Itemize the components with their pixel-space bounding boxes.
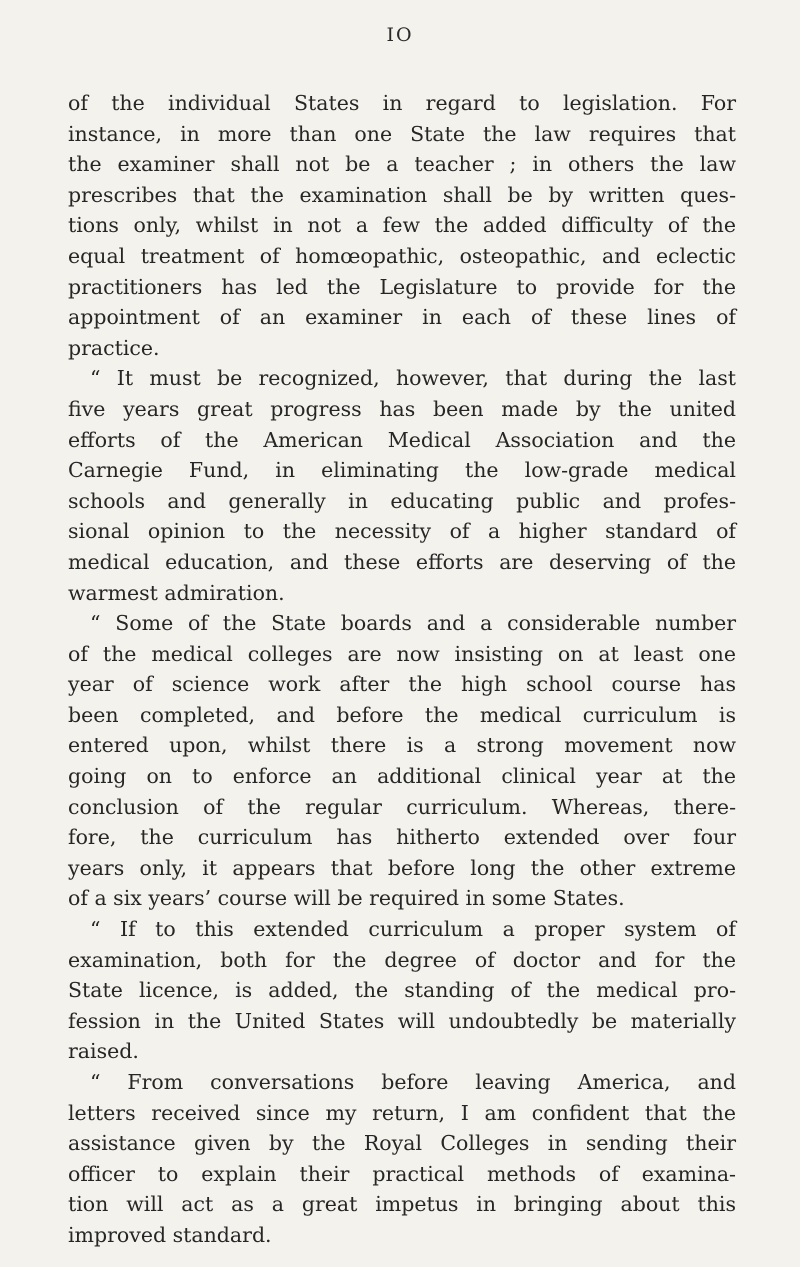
text-line: improved standard.	[68, 1222, 272, 1247]
text-line: the examiner shall not be a teacher ; in others the law	[68, 152, 736, 177]
text-line: of a six years’ course will be required in some States.	[68, 886, 625, 911]
text-line: entered upon, whilst there is a strong movement now	[68, 733, 736, 758]
text-line: letters received since my return, I am confident that the	[68, 1100, 736, 1125]
text-line: instance, in more than one State the law requires that	[68, 121, 736, 146]
text-line: years only, it appears that before long the other extreme	[68, 855, 736, 880]
paragraph	[68, 608, 736, 914]
text-line: appointment of an examiner in each of these lines of	[68, 305, 736, 330]
text-line: “ Some of the State boards and a considerable number	[90, 611, 736, 636]
text-line: fession in the United States will undoubtedly be materially	[68, 1008, 736, 1033]
text-line: prescribes that the examination shall be by written ques-	[68, 182, 736, 207]
text-line: of the individual States in regard to legislation. For	[68, 91, 736, 115]
text-line: assistance given by the Royal Colleges in sending their	[68, 1131, 736, 1156]
text-line: been completed, and before the medical curriculum is	[68, 702, 736, 727]
text-line: Carnegie Fund, in eliminating the low-grade medical	[68, 458, 736, 483]
text-line: of the medical colleges are now insisting on at least one	[68, 641, 736, 666]
paragraph	[68, 88, 736, 363]
text-line: examination, both for the degree of doctor and for the	[68, 947, 736, 972]
text-line: tion will act as a great impetus in bringing about this	[68, 1192, 736, 1217]
text-line: five years great progress has been made by the united	[68, 396, 736, 421]
text-line: efforts of the American Medical Association and the	[68, 427, 736, 452]
paragraph	[68, 914, 736, 1067]
text-line: year of science work after the high school course has	[68, 672, 736, 697]
text-line: sional opinion to the necessity of a higher standard of	[68, 519, 736, 544]
text-line: conclusion of the regular curriculum. Whereas, there-	[68, 794, 736, 819]
body-text	[68, 88, 736, 1251]
paragraph	[68, 1067, 736, 1251]
text-line: “ It must be recognized, however, that during the last	[90, 366, 736, 391]
text-line: schools and generally in educating public and profes-	[68, 488, 736, 513]
text-line: “ If to this extended curriculum a proper system of	[90, 917, 736, 942]
text-line: equal treatment of homœopathic, osteopathic, and eclectic	[68, 243, 736, 268]
text-line: practitioners has led the Legislature to provide for the	[68, 274, 736, 299]
text-line: officer to explain their practical methods of examina-	[68, 1161, 736, 1186]
text-line: “ From conversations before leaving America, and	[90, 1070, 736, 1094]
text-line: State licence, is added, the standing of the medical pro-	[68, 978, 736, 1003]
text-line: warmest admiration.	[68, 580, 285, 605]
text-line: raised.	[68, 1039, 139, 1064]
text-line: going on to enforce an additional clinical year at the	[68, 764, 736, 789]
text-line: practice.	[68, 335, 160, 360]
page-number: IO	[386, 24, 414, 46]
text-line: tions only, whilst in not a few the added difficulty of the	[68, 213, 736, 238]
text-line: medical education, and these efforts are deserving of the	[68, 549, 736, 574]
text-line: fore, the curriculum has hitherto extended over four	[68, 825, 736, 850]
paragraph	[68, 363, 736, 608]
